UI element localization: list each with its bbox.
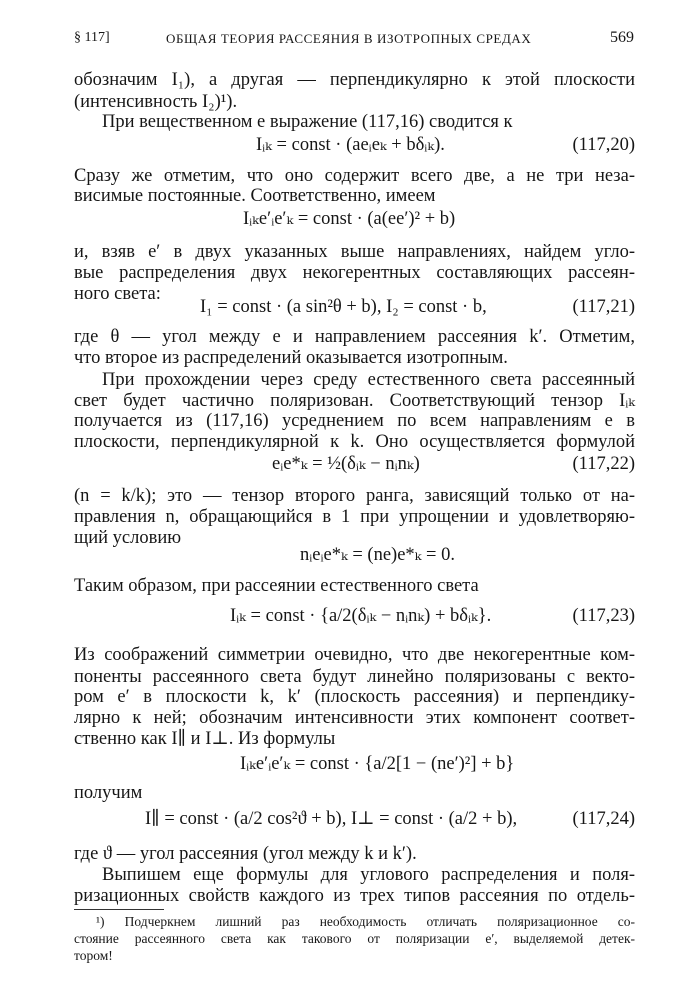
text-line: При вещественном e выражение (117,16) сводится к: [102, 112, 513, 132]
equation-117-24: I∥ = const · (a/2 cos²ϑ + b), I⊥ = const · (a/2 + b),: [145, 809, 518, 829]
equation-contracted-intensity: Iᵢₖe′ᵢe′ₖ = const · (a(ee′)² + b): [243, 209, 456, 229]
text-line: плоскости, перпендикулярной к k. Оно осуществляется формулой: [74, 432, 635, 452]
running-header: [74, 28, 634, 50]
text-line: где ϑ — угол рассеяния (угол между k и k′).: [74, 844, 417, 864]
equation-number: (117,20): [572, 135, 635, 155]
footnote-line: ¹) Подчеркнем лишний раз необходимость отличать поляризационное со-: [96, 914, 635, 929]
footnote-line: тором!: [74, 948, 113, 963]
text-line: что второе из распределений оказывается изотропным.: [74, 348, 508, 368]
equation-117-20: Iᵢₖ = const · (aeᵢeₖ + bδᵢₖ).: [256, 135, 445, 155]
text-line: и, взяв e′ в двух указанных выше направлениях, найдем угло-: [74, 242, 635, 262]
section-mark: § 117]: [74, 30, 110, 45]
text-line: Сразу же отметим, что оно содержит всего две, а не три неза-: [74, 166, 635, 186]
text-line: (интенсивность I₂)¹).: [74, 92, 238, 112]
footnote-rule: [74, 909, 164, 910]
text-line: Из соображений симметрии очевидно, что две некогерентные ком-: [74, 645, 635, 665]
text-line: щий условию: [74, 528, 182, 548]
text-line: При прохождении через среду естественного света рассеянный: [102, 370, 635, 390]
text-line: правления n, обращающийся в 1 при упрощении и удовлетворяю-: [74, 507, 635, 527]
text-line: (n = k/k); это — тензор второго ранга, зависящий только от на-: [74, 486, 635, 506]
equation-transversality: nᵢeᵢe*ₖ = (ne)e*ₖ = 0.: [300, 545, 455, 565]
equation-number: (117,23): [572, 606, 635, 626]
equation-117-22: eᵢe*ₖ = ½(δᵢₖ − nᵢnₖ): [272, 454, 420, 474]
text-line: висимые постоянные. Соответственно, имеем: [74, 186, 436, 206]
text-line: Выпишем еще формулы для углового распределения и поля-: [102, 865, 635, 885]
text-line: вые распределения двух некогерентных составляющих рассеян-: [74, 263, 635, 283]
equation-number: (117,21): [572, 297, 635, 317]
equation-projected-intensity: Iᵢₖe′ᵢe′ₖ = const · {a/2[1 − (ne′)²] + b}: [240, 754, 515, 774]
equation-number: (117,24): [572, 809, 635, 829]
text-line: обозначим I₁), а другая — перпендикулярно к этой плоскости: [74, 70, 635, 90]
text-line: ром e′ в плоскости k, k′ (плоскость рассеяния) и перпендику-: [74, 687, 635, 707]
footnote-line: стояние рассеянного света как такового от поляризации e′, выделяемой детек-: [74, 931, 635, 946]
text-line: лярно к ней; обозначим интенсивности этих компонент соответ-: [74, 708, 635, 728]
text-line: свет будет частично поляризован. Соответствующий тензор Iᵢₖ: [74, 391, 635, 411]
equation-117-23: Iᵢₖ = const · {a/2(δᵢₖ − nᵢnₖ) + bδᵢₖ}.: [230, 606, 492, 626]
text-line: где θ — угол между e и направлением рассеяния k′. Отметим,: [74, 327, 635, 347]
text-line: ного света:: [74, 284, 161, 304]
text-line: получается из (117,16) усреднением по всем направлениям e в: [74, 411, 635, 431]
running-title: ОБЩАЯ ТЕОРИЯ РАССЕЯНИЯ В ИЗОТРОПНЫХ СРЕДАХ: [166, 31, 532, 46]
text-line: ризационных свойств каждого из трех типов рассеяния по отдель-: [74, 886, 635, 906]
text-line: поненты рассеянного света будут линейно поляризованы с векто-: [74, 667, 635, 687]
page-number: 569: [610, 29, 634, 46]
text-line: ственно как I∥ и I⊥. Из формулы: [74, 729, 336, 749]
text-line: Таким образом, при рассеянии естественного света: [74, 576, 479, 596]
equation-number: (117,22): [572, 454, 635, 474]
equation-117-21: I₁ = const · (a sin²θ + b), I₂ = const · b,: [200, 297, 487, 317]
text-line: получим: [74, 783, 143, 803]
